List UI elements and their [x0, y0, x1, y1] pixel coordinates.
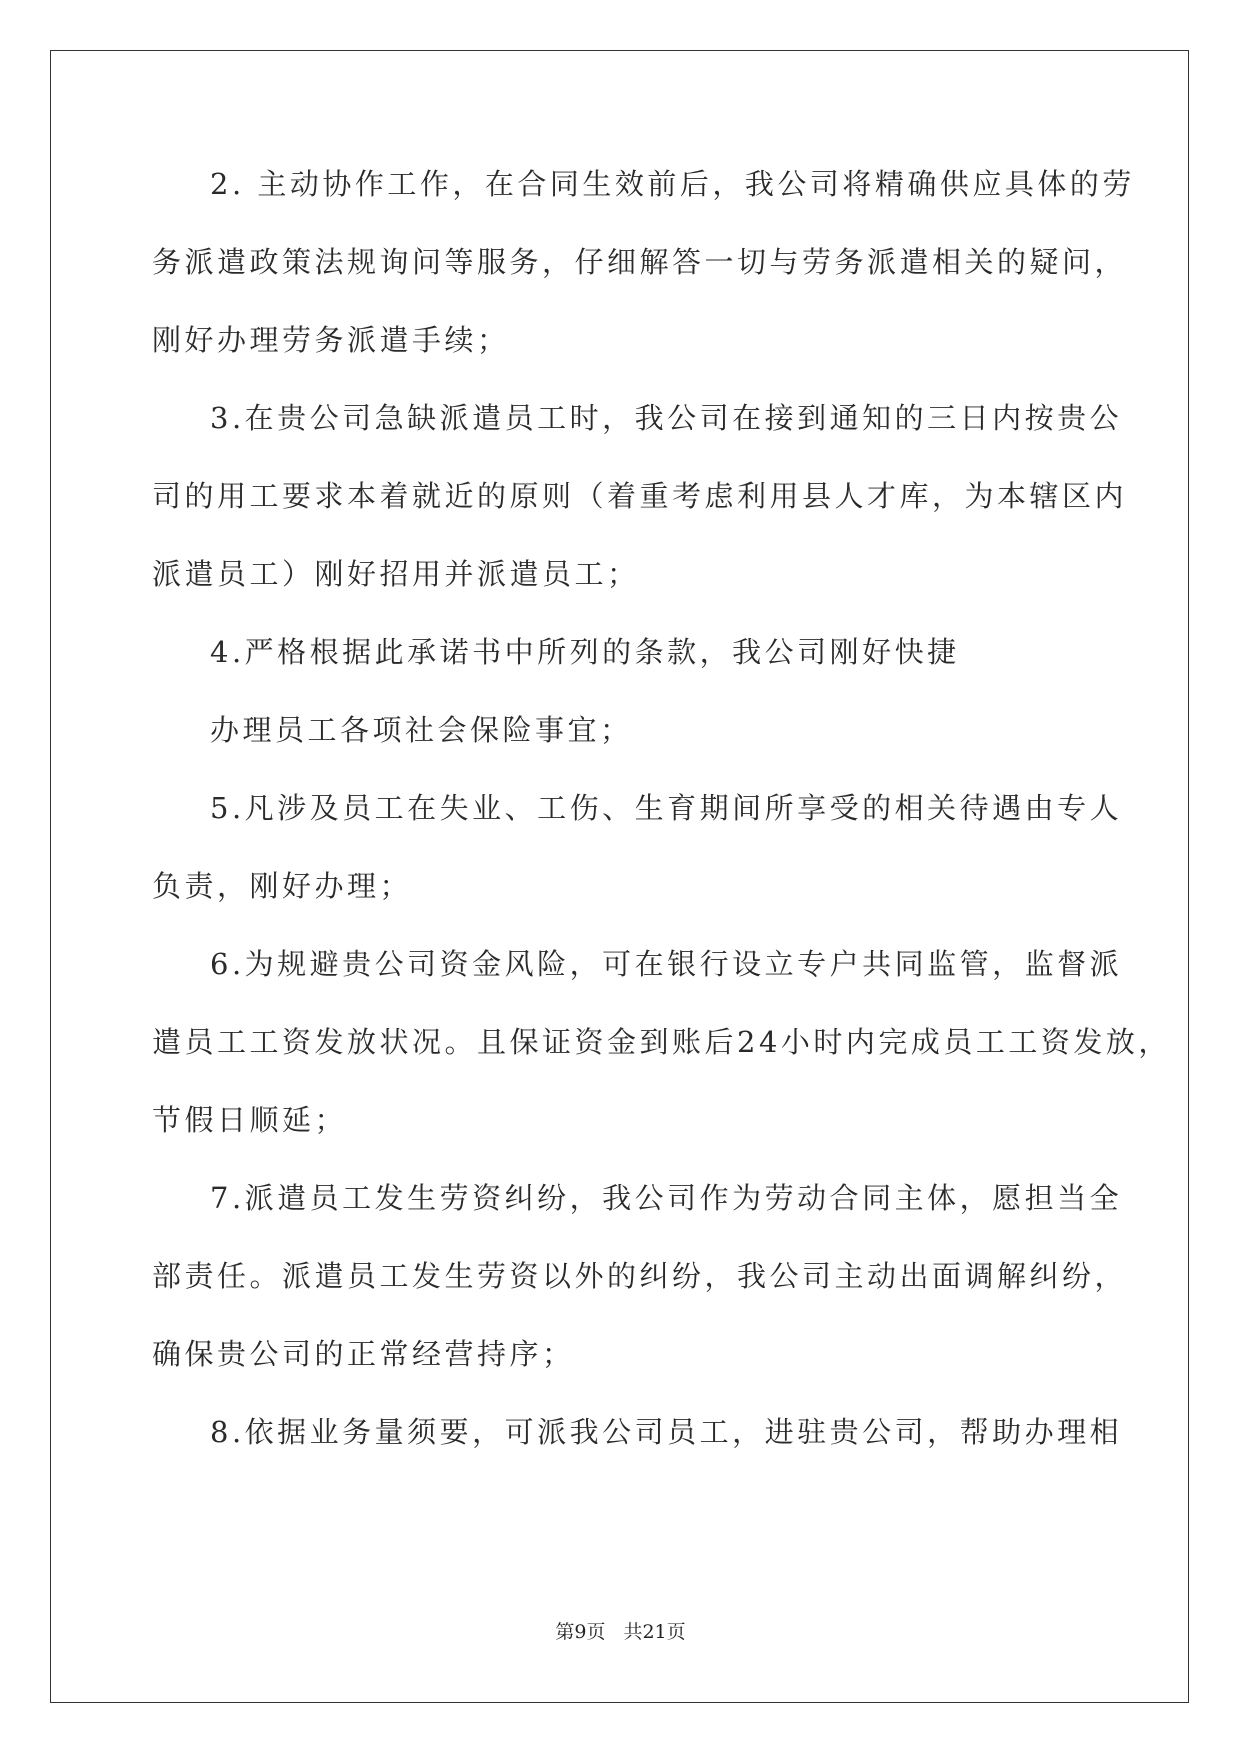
paragraph-5-line-1: 5.凡涉及员工在失业、工伤、生育期间所享受的相关待遇由专人	[210, 791, 1123, 825]
paragraph-7-line-3: 确保贵公司的正常经营持序；	[152, 1337, 575, 1371]
paragraph-3-line-2: 司的用工要求本着就近的原则（着重考虑利用县人才库，为本辖区内	[152, 479, 1128, 513]
paragraph-3-line-3: 派遣员工）刚好招用并派遣员工；	[152, 557, 640, 591]
paragraph-6-line-1: 6.为规避贵公司资金风险，可在银行设立专户共同监管，监督派	[210, 947, 1123, 981]
paragraph-2-line-1: 2. 主动协作工作，在合同生效前后，我公司将精确供应具体的劳	[210, 167, 1135, 201]
current-page-number: 第9页	[555, 1621, 606, 1643]
paragraph-6-line-3: 节假日顺延；	[152, 1103, 348, 1137]
paragraph-5-line-2: 负责，刚好办理；	[152, 869, 413, 903]
paragraph-4-line-2: 办理员工各项社会保险事宜；	[210, 713, 633, 747]
paragraph-7-line-1: 7.派遣员工发生劳资纠纷，我公司作为劳动合同主体，愿担当全	[210, 1181, 1123, 1215]
paragraph-8-line-1: 8.依据业务量须要，可派我公司员工，进驻贵公司，帮助办理相	[210, 1415, 1123, 1449]
paragraph-6-line-2: 遣员工工资发放状况。且保证资金到账后24小时内完成员工工资发放，	[152, 1025, 1171, 1059]
paragraph-2-line-2: 务派遣政策法规询问等服务，仔细解答一切与劳务派遣相关的疑问，	[152, 245, 1128, 279]
paragraph-2-line-3: 刚好办理劳务派遣手续；	[152, 323, 510, 357]
paragraph-7-line-2: 部责任。派遣员工发生劳资以外的纠纷，我公司主动出面调解纠纷，	[152, 1259, 1128, 1293]
total-pages: 共21页	[623, 1621, 686, 1643]
page-footer	[0, 1617, 1241, 1644]
paragraph-3-line-1: 3.在贵公司急缺派遣员工时，我公司在接到通知的三日内按贵公	[210, 401, 1123, 435]
paragraph-4-line-1: 4.严格根据此承诺书中所列的条款，我公司刚好快捷	[210, 635, 960, 669]
